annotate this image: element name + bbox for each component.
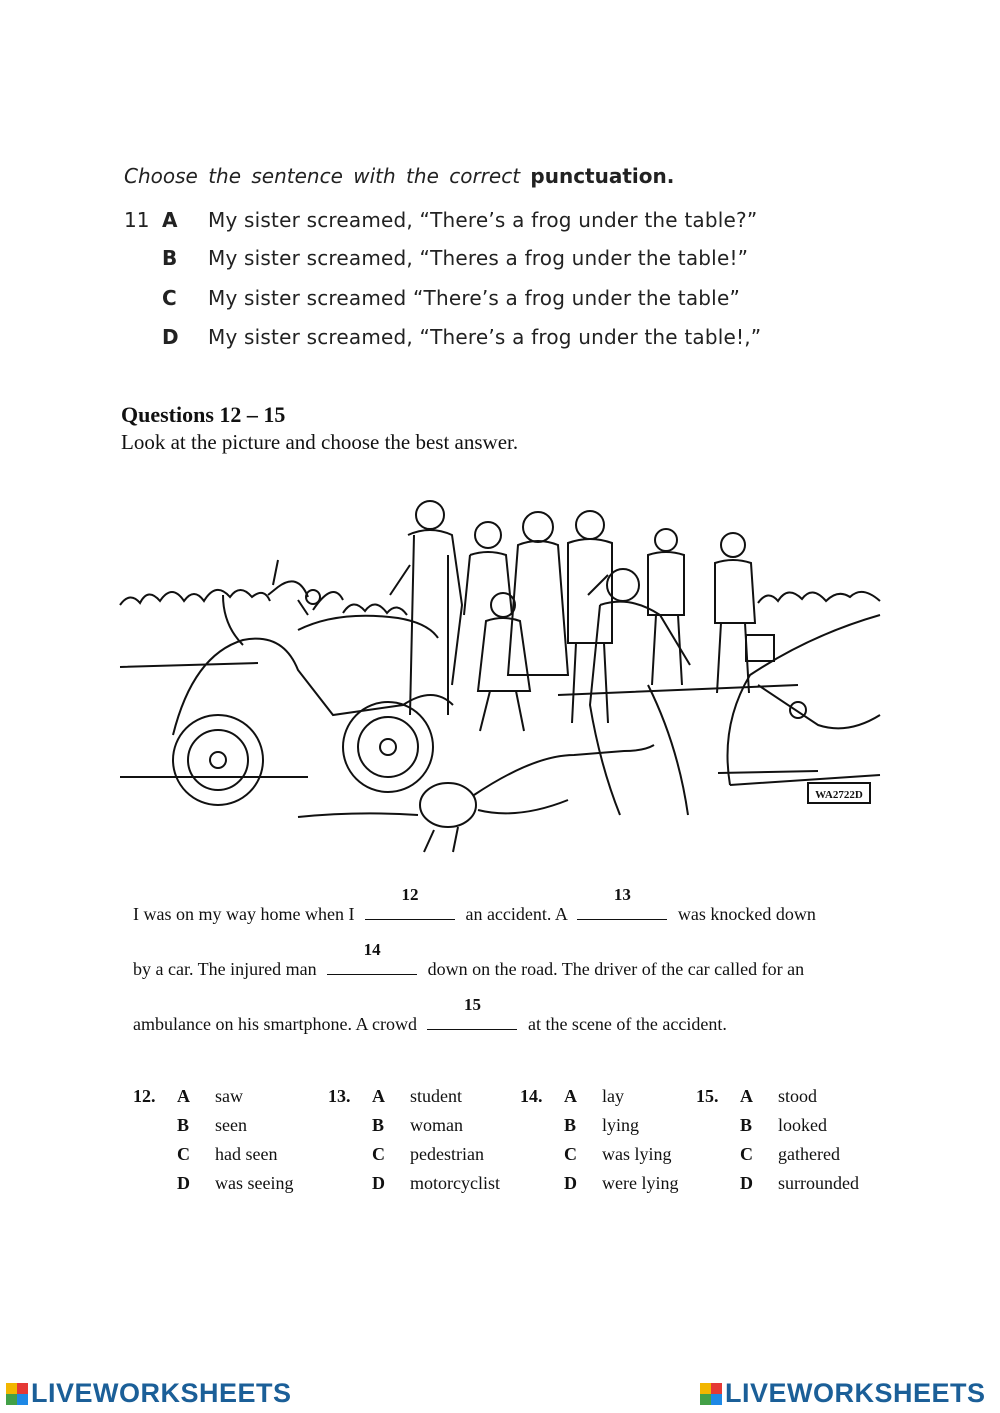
brand-text: LIVEWORKSHEETS [31,1378,292,1408]
brand-logo-right[interactable] [700,1378,986,1409]
blank-number: 14 [363,940,381,959]
option-text: My sister screamed “There’s a frog under the table” [208,286,741,310]
blank-15[interactable] [427,995,517,1030]
question-number: 14. [520,1086,543,1106]
option-text: My sister screamed, “There’s a frog under the table?” [208,208,758,232]
lw-badge-icon [700,1383,722,1405]
option-letter: B [162,246,178,270]
section-heading: Questions 12 – 15 [121,402,286,427]
q11-option-b[interactable] [124,246,748,270]
option-13-a[interactable]: A student [372,1086,462,1106]
q11-option-c[interactable] [124,286,740,310]
option-letter: C [162,286,177,310]
crowd [390,501,774,815]
blank-number: 13 [613,885,631,904]
option-text: My sister screamed, “Theres a frog under the table!” [208,246,749,270]
blank-number: 12 [401,885,419,904]
car [728,615,881,803]
cloze-text: down on the road. The driver of the car called for an [427,959,805,979]
question-12 [133,1086,313,1206]
option-13-b[interactable]: B woman [372,1115,463,1135]
option-15-c[interactable]: C gathered [740,1144,840,1164]
cloze-line-1 [133,885,816,925]
license-plate: WA2722D [815,789,863,801]
option-15-a[interactable]: A stood [740,1086,818,1106]
cloze-text: I was on my way home when I [133,904,355,924]
question-number: 11 [124,208,150,232]
option-12-d[interactable]: D was seeing [177,1173,294,1193]
option-12-a[interactable]: A saw [177,1086,243,1106]
instruction-bold: punctuation. [530,164,675,188]
option-text: My sister screamed, “There’s a frog under the table!,” [208,325,762,349]
option-12-b[interactable]: B seen [177,1115,247,1135]
option-13-c[interactable]: C pedestrian [372,1144,484,1164]
question-15 [696,1086,896,1206]
question-13 [328,1086,518,1206]
option-14-a[interactable]: A lay [564,1086,624,1106]
q11-option-a[interactable] [124,208,757,232]
option-15-d[interactable]: D surrounded [740,1173,859,1193]
q11-option-d[interactable] [124,325,761,349]
road-edge [120,663,818,777]
question-number: 12. [133,1086,156,1106]
cloze-line-3 [133,995,727,1035]
option-letter: A [162,208,178,232]
option-12-c[interactable]: C had seen [177,1144,278,1164]
option-14-b[interactable]: B lying [564,1115,640,1135]
cloze-text: an accident. A [465,904,567,924]
option-15-b[interactable]: B looked [740,1115,827,1135]
cloze-line-2 [133,940,805,980]
blank-number: 15 [463,995,481,1014]
option-14-c[interactable]: C was lying [564,1144,672,1164]
question-number: 13. [328,1086,351,1106]
option-14-d[interactable]: D were lying [564,1173,679,1193]
accident-illustration [118,485,882,865]
blank-12[interactable] [365,885,455,920]
cloze-text: ambulance on his smartphone. A crowd [133,1014,417,1034]
blank-13[interactable] [577,885,667,920]
option-letter: D [162,325,179,349]
section-subheading: Look at the picture and choose the best answer. [121,430,519,454]
cloze-text: at the scene of the accident. [527,1014,727,1034]
brand-text: LIVEWORKSHEETS [725,1378,986,1408]
option-13-d[interactable]: D motorcyclist [372,1173,500,1193]
question-number: 15. [696,1086,719,1106]
q11-instruction [124,164,674,188]
blank-14[interactable] [327,940,417,975]
injured-man [298,745,654,852]
instruction-text: Choose the sentence with the correct [124,164,521,188]
cloze-text: by a car. The injured man [133,959,317,979]
cloze-text: was knocked down [677,904,816,924]
question-14 [520,1086,700,1206]
brand-logo-left[interactable] [6,1378,292,1409]
lw-badge-icon [6,1383,28,1405]
